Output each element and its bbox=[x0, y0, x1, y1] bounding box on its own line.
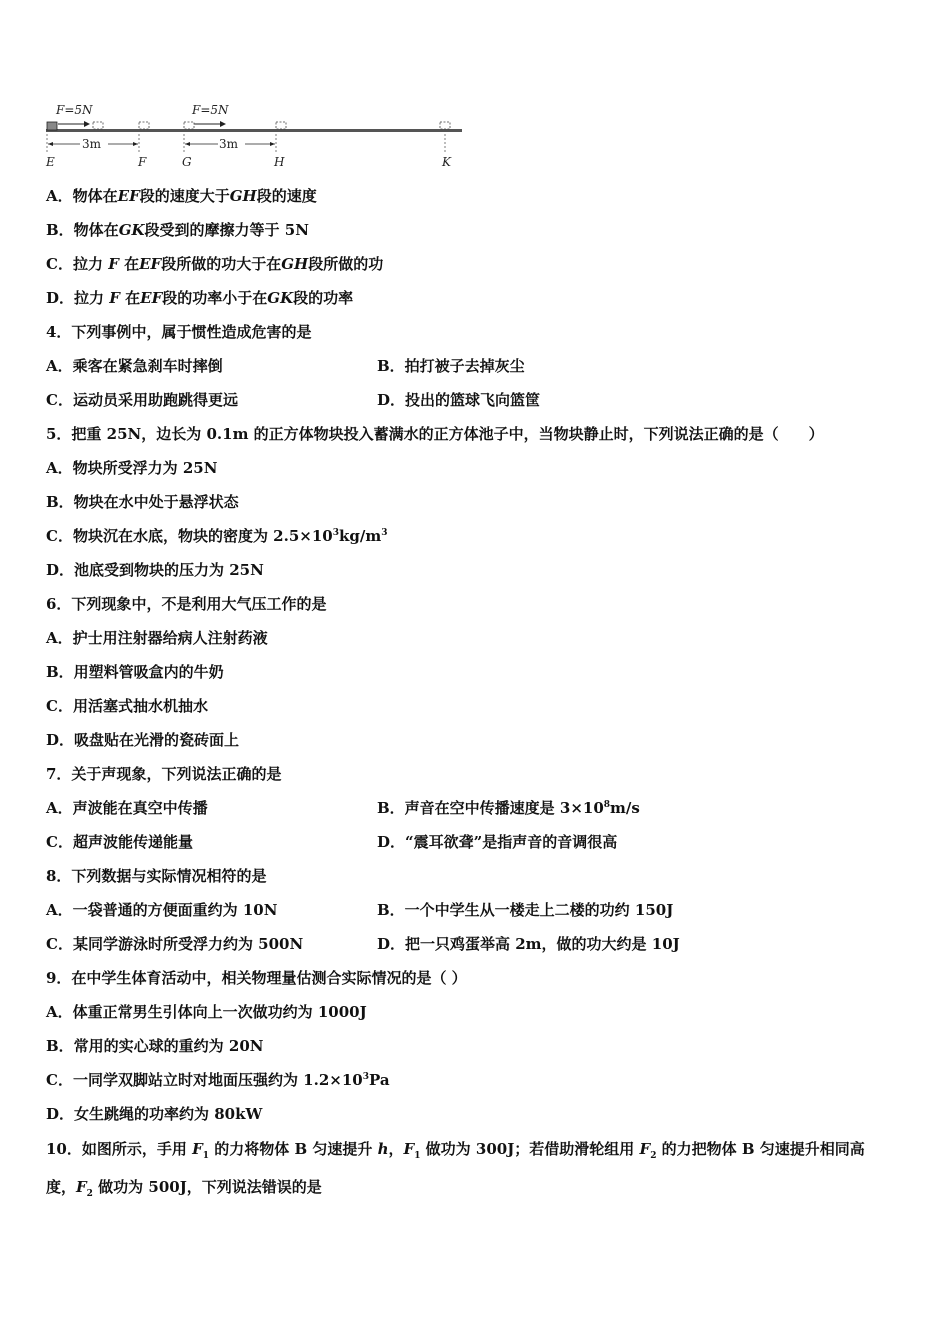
q8-row-1 bbox=[46, 899, 674, 921]
q7-option-d: D．“震耳欲聋”是指声音的音调很高 bbox=[377, 833, 618, 851]
q4-row-2 bbox=[46, 389, 541, 411]
point-E: E bbox=[46, 155, 55, 169]
q4-option-b: B．拍打被子去掉灰尘 bbox=[377, 357, 525, 375]
q5-option-b: B．物块在水中处于悬浮状态 bbox=[46, 493, 239, 511]
q9-option-a: A．体重正常男生引体向上一次做功约为 1000J bbox=[46, 1003, 367, 1021]
point-F: F bbox=[138, 155, 147, 169]
q9-stem: 9．在中学生体育活动中，相关物理量估测合实际情况的是（ ） bbox=[46, 969, 467, 987]
q4-stem: 4．下列事例中，属于惯性造成危害的是 bbox=[46, 323, 312, 341]
q7-row-2 bbox=[46, 831, 618, 853]
q7-option-a: A．声波能在真空中传播 bbox=[46, 799, 208, 817]
q6-option-b: B．用塑料管吸盒内的牛奶 bbox=[46, 663, 224, 681]
q6-option-a: A．护士用注射器给病人注射药液 bbox=[46, 629, 268, 647]
q7-row-1 bbox=[46, 797, 640, 819]
q8-option-a: A．一袋普通的方便面重约为 10N bbox=[46, 901, 278, 919]
q9-option-b: B．常用的实心球的重约为 20N bbox=[46, 1037, 264, 1055]
q8-option-d: D．把一只鸡蛋举高 2m，做的功大约是 10J bbox=[377, 935, 680, 953]
q9-option-c: C．一同学双脚站立时对地面压强约为 $1.2\times 10^3Pa$ bbox=[46, 1071, 390, 1089]
q8-row-2 bbox=[46, 933, 680, 955]
force-label-1: F=5N bbox=[56, 103, 93, 117]
q5-stem: 5．把重 25N，边长为 0.1m 的正方体物块投入蓄满水的正方体池子中，当物块静止时，下列说法正确的是（ ） bbox=[46, 425, 824, 443]
q8-stem: 8．下列数据与实际情况相符的是 bbox=[46, 867, 267, 885]
q3-option-c: C．拉力 F 在EF段所做的功大于在GH段所做的功 bbox=[46, 255, 384, 273]
q7-option-c: C．超声波能传递能量 bbox=[46, 833, 193, 851]
ground-line bbox=[46, 129, 462, 132]
q8-option-b: B．一个中学生从一楼走上二楼的功约 150J bbox=[377, 901, 674, 919]
q7-stem: 7．关于声现象，下列说法正确的是 bbox=[46, 765, 282, 783]
force-label-2: F=5N bbox=[192, 103, 229, 117]
q3-option-d: D．拉力 F 在EF段的功率小于在GK段的功率 bbox=[46, 289, 354, 307]
q3-option-a: A．物体在EF段的速度大于GH段的速度 bbox=[46, 187, 317, 205]
point-H: H bbox=[274, 155, 285, 169]
distance-label-2: 3m bbox=[219, 137, 239, 151]
q4-row-1 bbox=[46, 355, 525, 377]
distance-label-1: 3m bbox=[82, 137, 102, 151]
q10-stem-line-1: 10．如图所示，手用 $F_1$ 的力将物体 B 匀速提升 h，$F_1$ 做功为 300J；若借助滑轮组用 $F_2$ 的力把物体 B 匀速提升相同高 bbox=[46, 1140, 865, 1161]
q5-option-d: D．池底受到物块的压力为 25N bbox=[46, 561, 264, 579]
q6-option-c: C．用活塞式抽水机抽水 bbox=[46, 697, 208, 715]
block bbox=[47, 122, 57, 130]
q7-option-b: B．声音在空中传播速度是 $3\times 10^8m/s$ bbox=[377, 799, 640, 817]
q4-option-a: A．乘客在紧急刹车时摔倒 bbox=[46, 357, 223, 375]
q4-option-d: D．投出的篮球飞向篮筐 bbox=[377, 391, 541, 409]
point-K: K bbox=[442, 155, 451, 169]
q4-option-c: C．运动员采用助跑跳得更远 bbox=[46, 391, 238, 409]
point-G: G bbox=[182, 155, 192, 169]
q3-option-b: B．物体在GK段受到的摩擦力等于 5N bbox=[46, 221, 309, 239]
q5-option-c: C．物块沉在水底，物块的密度为 $2.5\times 10^3kg/m^3$ bbox=[46, 527, 388, 545]
q10-stem-line-2: 度，$F_2$ 做功为 500J，下列说法错误的是 bbox=[46, 1178, 322, 1199]
q8-option-c: C．某同学游泳时所受浮力约为 500N bbox=[46, 935, 304, 953]
motion-diagram bbox=[42, 100, 472, 172]
q6-stem: 6．下列现象中，不是利用大气压工作的是 bbox=[46, 595, 327, 613]
q5-option-a: A．物块所受浮力为 25N bbox=[46, 459, 218, 477]
q9-option-d: D．女生跳绳的功率约为 80kW bbox=[46, 1105, 263, 1123]
q6-option-d: D．吸盘贴在光滑的瓷砖面上 bbox=[46, 731, 240, 749]
